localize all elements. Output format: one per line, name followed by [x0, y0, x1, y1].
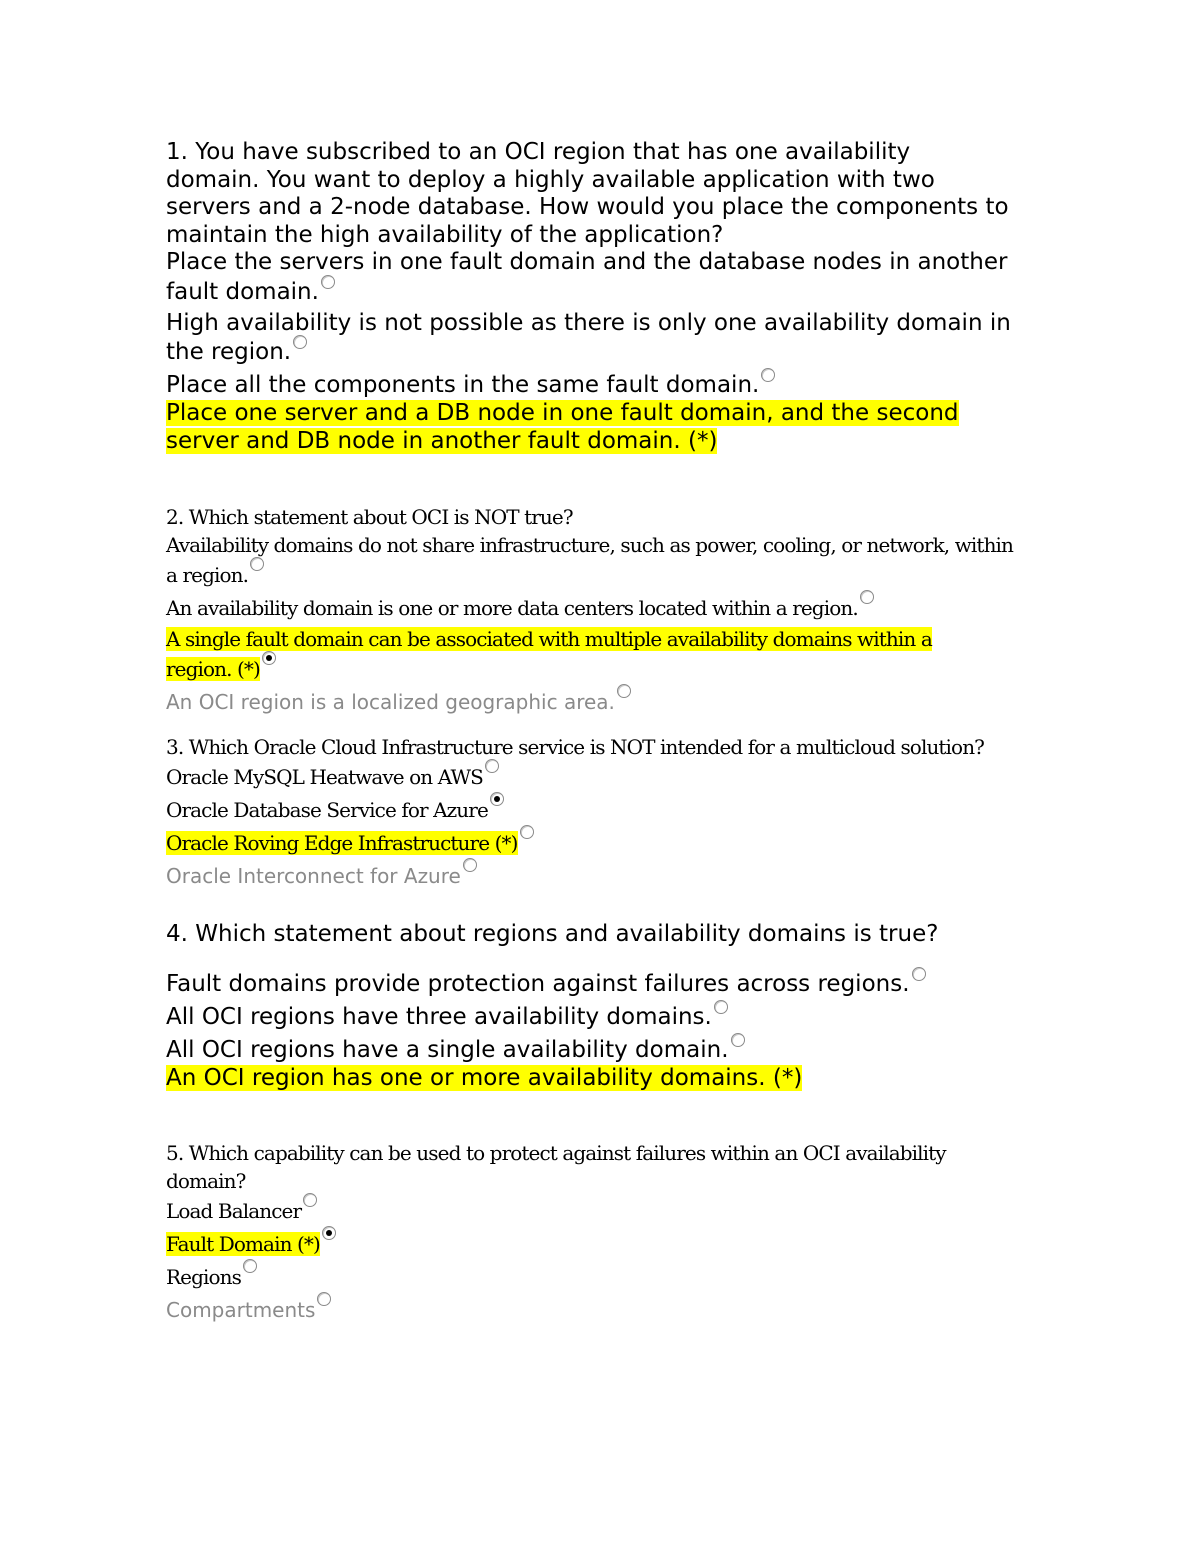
question-3-option-b-text: Oracle Database Service for Azure	[166, 798, 488, 822]
correct-answer-highlight: Oracle Roving Edge Infrastructure (*)	[166, 831, 518, 855]
question-3-option-b	[166, 794, 1046, 827]
question-5-option-a	[166, 1195, 1046, 1228]
correct-answer-highlight: A single fault domain can be associated with multiple availability domains within a	[166, 627, 932, 651]
question-2-option-d	[166, 686, 1046, 719]
radio-unselected-icon[interactable]	[485, 759, 499, 773]
question-4-option-c	[166, 1035, 1046, 1065]
question-1-option-a-line-1: Place the servers in one fault domain and the database nodes in another	[166, 249, 1008, 275]
question-3-option-d-text: Oracle Interconnect for Azure	[166, 864, 461, 888]
question-5-option-d	[166, 1294, 1046, 1327]
question-4-option-d	[166, 1065, 1046, 1093]
question-1-option-a	[166, 277, 1046, 307]
correct-answer-highlight: region. (*)	[166, 657, 260, 681]
radio-unselected-icon[interactable]	[321, 275, 335, 289]
question-1-text-line-3: servers and a 2-node database. How would you place the components to	[166, 194, 1009, 220]
correct-answer-highlight: server and DB node in another fault domain. (*)	[166, 427, 718, 454]
question-2-option-a-line-1: Availability domains do not share infrastructure, such as power, cooling, or network, within	[166, 533, 1014, 557]
question-4-option-c-text: All OCI regions have a single availability domain.	[166, 1036, 729, 1063]
question-5-option-a-text: Load Balancer	[166, 1199, 302, 1223]
question-3-text: 3. Which Oracle Cloud Infrastructure service is NOT intended for a multicloud solution?	[166, 735, 984, 759]
question-3-option-a	[166, 761, 1046, 794]
radio-unselected-icon[interactable]	[731, 1033, 745, 1047]
question-4	[166, 921, 1046, 1092]
question-2-option-a-line-2: a region.	[166, 563, 249, 587]
question-3-option-c	[166, 827, 1046, 860]
question-3-option-d	[166, 860, 1046, 893]
question-5-text-line-1: 5. Which capability can be used to protect against failures within an OCI availability	[166, 1141, 946, 1165]
radio-unselected-icon[interactable]	[912, 967, 926, 981]
question-2-option-b-text: An availability domain is one or more data centers located within a region.	[166, 596, 858, 620]
question-5-text-line-2: domain?	[166, 1169, 246, 1193]
question-2-option-c-line-1	[166, 625, 1046, 653]
question-4-text: 4. Which statement about regions and availability domains is true?	[166, 921, 939, 947]
question-1-option-c	[166, 370, 1046, 400]
question-1-option-b-line-1: High availability is not possible as there is only one availability domain in	[166, 309, 1011, 336]
question-3	[166, 733, 1046, 893]
radio-unselected-icon[interactable]	[317, 1292, 331, 1306]
question-5-option-b	[166, 1228, 1046, 1261]
correct-answer-highlight: Place one server and a DB node in one fault domain, and the second	[166, 400, 959, 426]
question-1-option-b	[166, 337, 1046, 367]
radio-unselected-icon[interactable]	[714, 1000, 728, 1014]
question-4-option-a	[166, 969, 1046, 999]
correct-answer-highlight: Fault Domain (*)	[166, 1232, 320, 1256]
radio-unselected-icon[interactable]	[293, 335, 307, 349]
question-1-option-d-line-2	[166, 428, 1046, 456]
correct-answer-highlight: An OCI region has one or more availability domains. (*)	[166, 1064, 803, 1091]
question-2-option-b	[166, 592, 1046, 625]
question-1-option-c-text: Place all the components in the same fault domain.	[166, 372, 760, 398]
radio-unselected-icon[interactable]	[617, 684, 631, 698]
radio-unselected-icon[interactable]	[463, 858, 477, 872]
question-5-option-c-text: Regions	[166, 1265, 241, 1289]
radio-selected-icon[interactable]	[490, 792, 504, 806]
question-5-option-d-text: Compartments	[166, 1298, 316, 1322]
question-5-option-c	[166, 1261, 1046, 1294]
radio-unselected-icon[interactable]	[761, 368, 775, 382]
question-1-option-a-line-2: fault domain.	[166, 278, 319, 305]
question-1-option-b-line-2: the region.	[166, 339, 292, 365]
radio-selected-icon[interactable]	[262, 651, 276, 665]
question-3-option-a-text: Oracle MySQL Heatwave on AWS	[166, 765, 483, 789]
radio-selected-icon[interactable]	[322, 1226, 336, 1240]
radio-unselected-icon[interactable]	[520, 825, 534, 839]
radio-unselected-icon[interactable]	[860, 590, 874, 604]
radio-unselected-icon[interactable]	[303, 1193, 317, 1207]
question-4-option-b	[166, 1002, 1046, 1032]
question-5	[166, 1139, 1046, 1327]
question-4-option-a-text: Fault domains provide protection against failures across regions.	[166, 970, 910, 997]
question-2-text: 2. Which statement about OCI is NOT true?	[166, 505, 573, 529]
question-2-option-d-text: An OCI region is a localized geographic area.	[166, 690, 615, 714]
question-1	[166, 139, 1046, 455]
question-1-text-line-4: maintain the high availability of the application?	[166, 221, 724, 248]
radio-unselected-icon[interactable]	[243, 1259, 257, 1273]
radio-unselected-icon[interactable]	[250, 557, 264, 571]
question-2	[166, 503, 1046, 719]
question-4-option-b-text: All OCI regions have three availability domains.	[166, 1003, 712, 1030]
question-1-option-d-line-1	[166, 400, 1046, 428]
question-1-text-line-2: domain. You want to deploy a highly available application with two	[166, 166, 935, 193]
question-2-option-c	[166, 653, 1046, 686]
question-1-text-line-1: 1. You have subscribed to an OCI region that has one availability	[166, 139, 911, 165]
question-2-option-a	[166, 559, 1046, 592]
